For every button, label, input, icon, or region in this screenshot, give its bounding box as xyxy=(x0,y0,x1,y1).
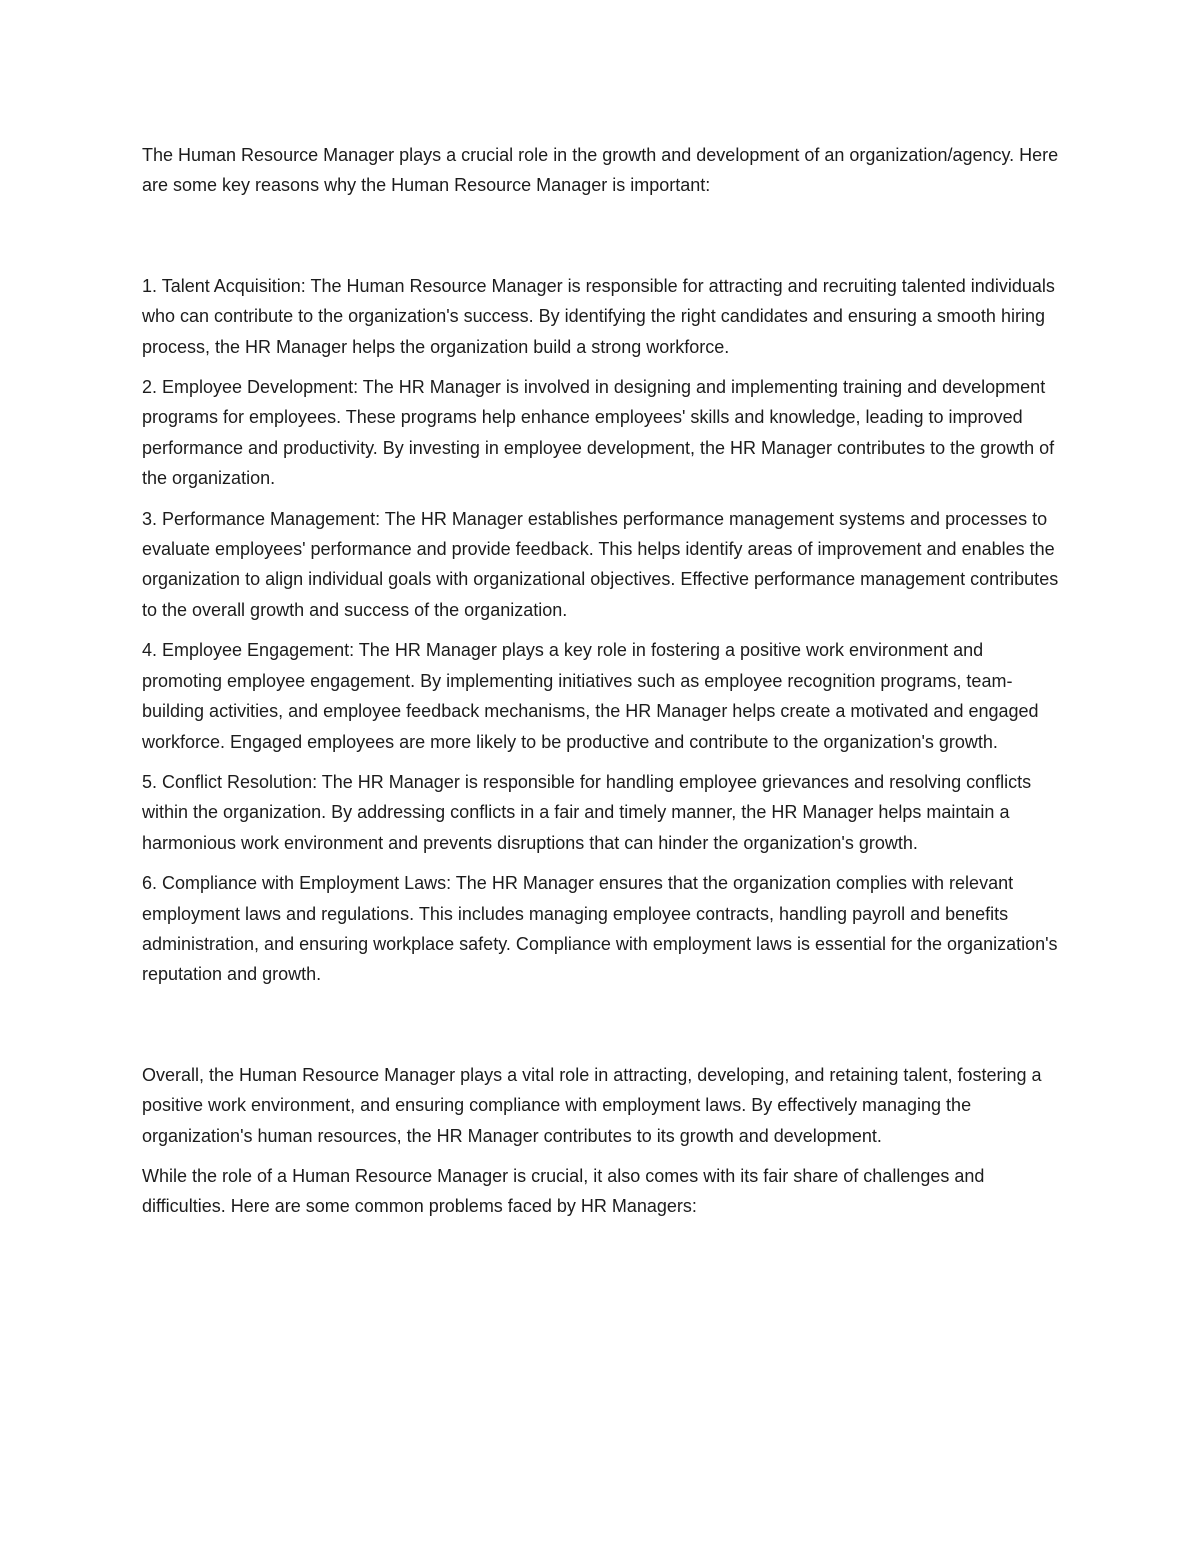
intro-paragraph: The Human Resource Manager plays a crucial role in the growth and development of an organization/agency. Here are some key reasons why the Human Resource Manager is important: xyxy=(142,145,1059,196)
document-body xyxy=(142,140,1067,1222)
point-employee-development: 2. Employee Development: The HR Manager is involved in designing and implementing training and development programs for employees. These programs help enhance employees' skills and knowledge, leading to improved performance and productivity. By investing in employee development, the HR Manager contributes to the growth of the organization. xyxy=(142,377,1055,489)
point-performance-management: 3. Performance Management: The HR Manager establishes performance management systems and processes to evaluate employees' performance and provide feedback. This helps identify areas of improvement and enables the organization to align individual goals with organizational objectives. Effective performance management contributes to the overall growth and success of the organization. xyxy=(142,508,1059,620)
point-employee-engagement: 4. Employee Engagement: The HR Manager plays a key role in fostering a positive work environment and promoting employee engagement. By implementing initiatives such as employee recognition programs, team-building activities, and employee feedback mechanisms, the HR Manager helps create a motivated and engaged workforce. Engaged employees are more likely to be productive and contribute to the organization's growth. xyxy=(142,640,1039,752)
point-compliance: 6. Compliance with Employment Laws: The HR Manager ensures that the organization complies with relevant employment laws and regulations. This includes managing employee contracts, handling payroll and benefits administration, and ensuring workplace safety. Compliance with employment laws is essential for the organization's reputation and growth. xyxy=(142,873,1058,985)
point-talent-acquisition: 1. Talent Acquisition: The Human Resource Manager is responsible for attracting and recruiting talented individuals who can contribute to the organization's success. By identifying the right candidates and ensuring a smooth hiring process, the HR Manager helps the organization build a strong workforce. xyxy=(142,275,1055,357)
paragraph-spacer xyxy=(142,858,1067,868)
conclusion-paragraph: Overall, the Human Resource Manager plays a vital role in attracting, developing, and retaining talent, fostering a positive work environment, and ensuring compliance with employment laws. By effectively managing the organization's human resources, the HR Manager contributes to its growth and development. xyxy=(142,1064,1042,1146)
paragraph-spacer xyxy=(142,990,1067,1060)
paragraph-spacer xyxy=(142,201,1067,271)
paragraph-spacer xyxy=(142,494,1067,504)
paragraph-spacer xyxy=(142,1151,1067,1161)
paragraph-spacer xyxy=(142,757,1067,767)
paragraph-spacer xyxy=(142,362,1067,372)
paragraph-spacer xyxy=(142,625,1067,635)
transition-paragraph: While the role of a Human Resource Manager is crucial, it also comes with its fair share of challenges and difficulties. Here are some common problems faced by HR Managers: xyxy=(142,1165,985,1217)
point-conflict-resolution: 5. Conflict Resolution: The HR Manager is responsible for handling employee grievances and resolving conflicts within the organization. By addressing conflicts in a fair and timely manner, the HR Manager helps maintain a harmonious work environment and prevents disruptions that can hinder the organization's growth. xyxy=(142,771,1032,853)
